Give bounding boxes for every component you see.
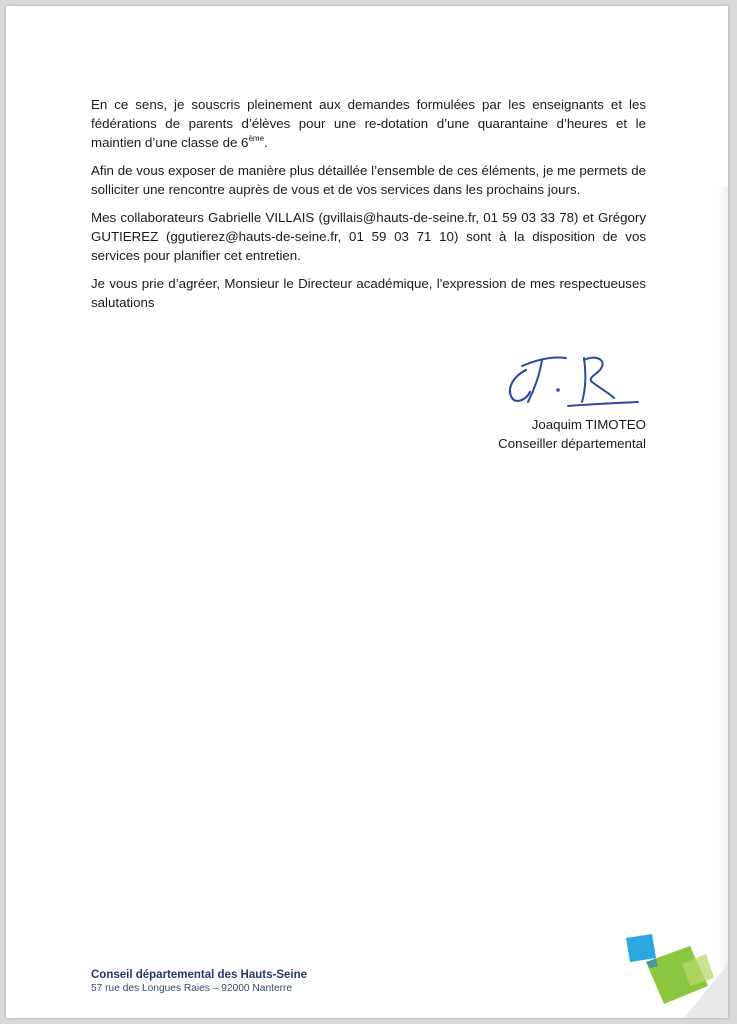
letter-page xyxy=(6,6,728,1018)
signatory-block xyxy=(426,415,646,453)
signatory-name: Joaquim TIMOTEO xyxy=(531,417,646,432)
paragraph-support xyxy=(91,95,646,152)
paragraph-closing: Je vous prie d’agréer, Monsieur le Directeur académique, l'expression de mes respectueuses salutations xyxy=(91,276,646,310)
footer-organization: Conseil départemental des Hauts-Seine xyxy=(91,969,308,981)
signature-icon xyxy=(496,348,641,410)
footer-address: 57 rue des Longues Raies – 92000 Nanterre xyxy=(91,983,293,994)
letterhead-footer xyxy=(91,968,451,995)
paragraph-support-end: . xyxy=(264,135,268,150)
signatory-title: Conseiller départemental xyxy=(498,436,646,451)
paragraph-meeting-request: Afin de vous exposer de manière plus détaillée l’ensemble de ces éléments, je me permets de solliciter une rencontre auprès de vous et de vos services dans les prochains jours. xyxy=(91,163,646,197)
department-logo-icon xyxy=(612,924,728,1018)
page-edge-shadow xyxy=(718,186,728,1018)
letter-body xyxy=(91,95,646,321)
paragraph-collaborators: Mes collaborateurs Gabrielle VILLAIS (gvillais@hauts-de-seine.fr, 01 59 03 33 78) et Grégory GUTIEREZ (ggutierez@hauts-de-seine.fr, 01 59 03 71 10) sont à la disposition de vos services pour planifier cet entretien. xyxy=(91,210,646,263)
paragraph-support-superscript: ème xyxy=(248,134,265,143)
paragraph-support-text: En ce sens, je souscris pleinement aux demandes formulées par les enseignants et les fédérations de parents d’élèves pour une re-dotation d’une quarantaine d’heures et le maintien d’une classe de 6 xyxy=(91,97,646,150)
